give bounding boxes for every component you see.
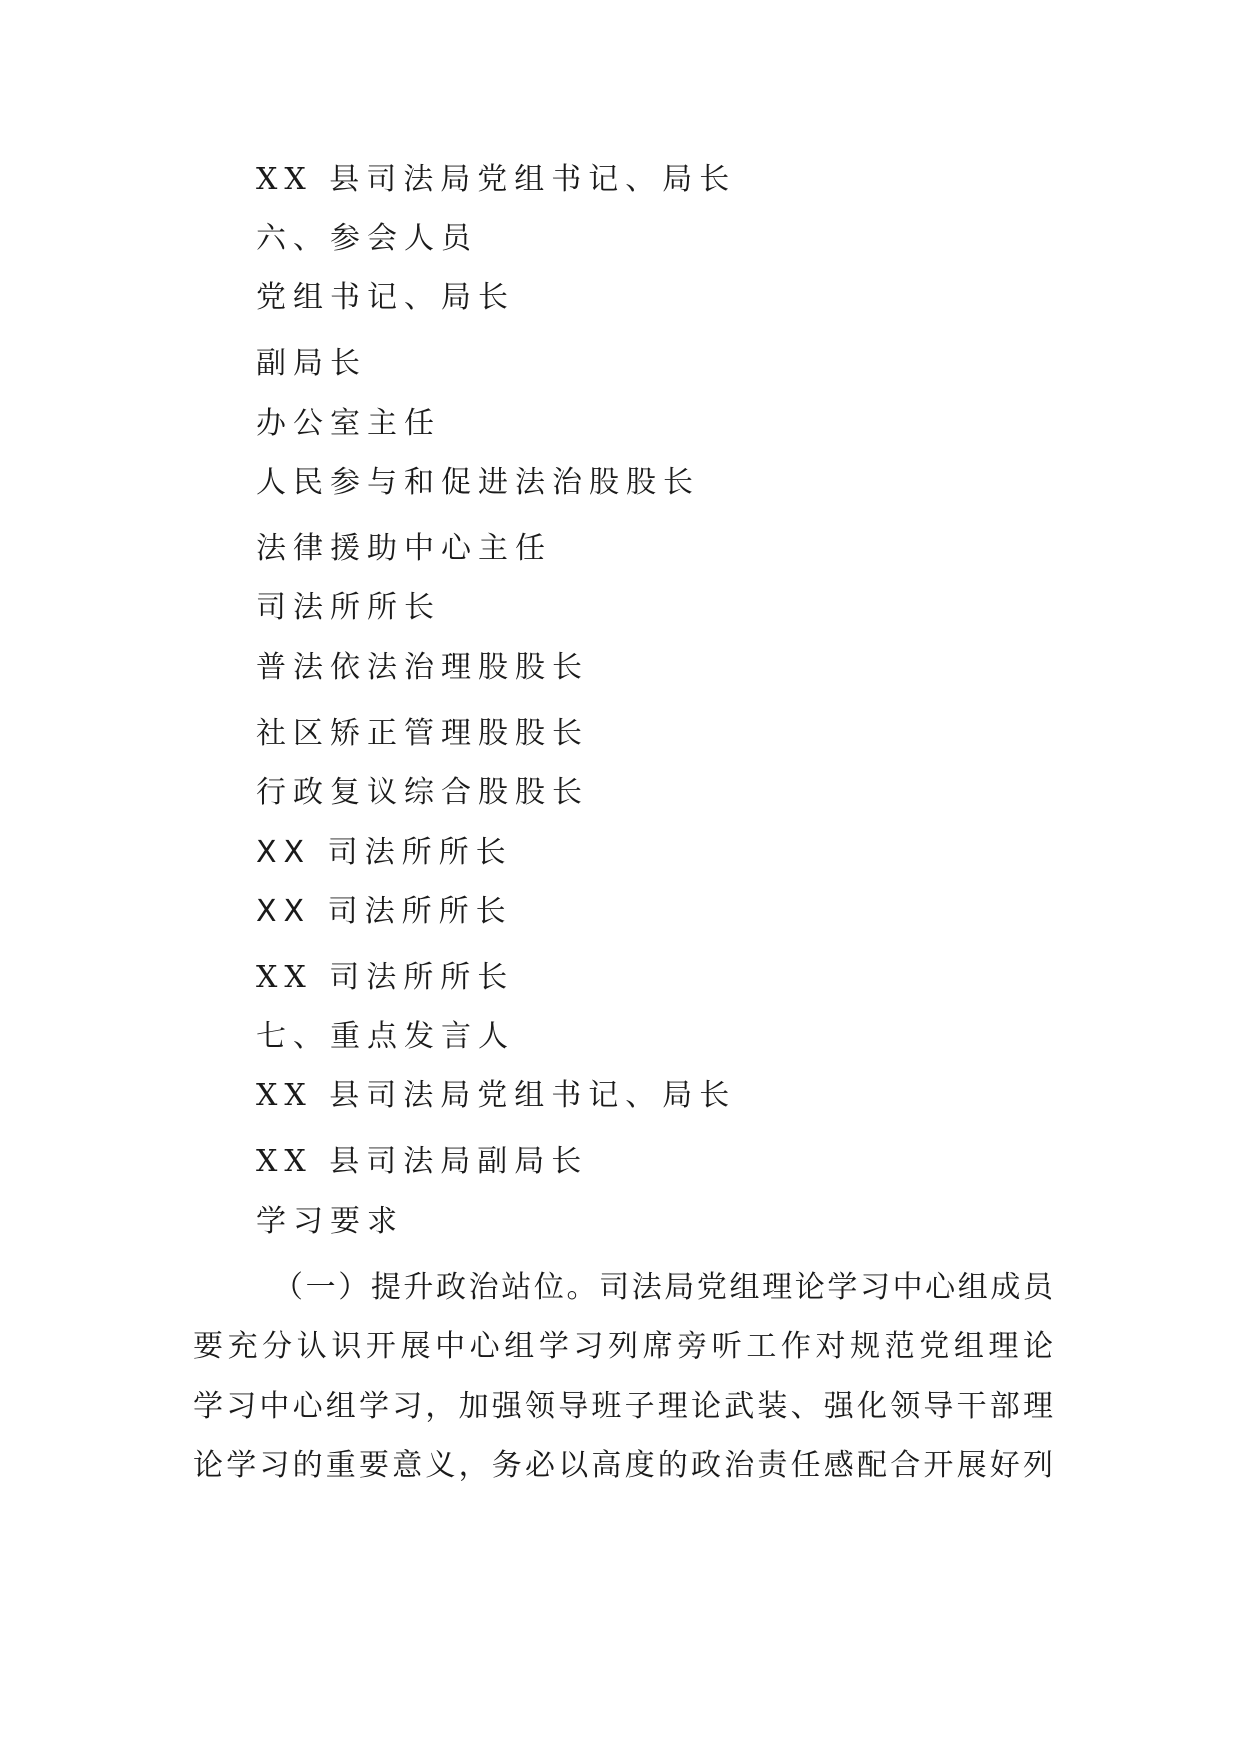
paragraph-line: 要充分认识开展中心组学习列席旁听工作对规范党组理论 [193,1329,1053,1364]
paragraph-line: 学习中心组学习，加强领导班子理论武装、强化领导干部理 [193,1389,1053,1424]
section-heading-requirements: 学习要求 [256,1204,404,1239]
text-line-attendee: 行政复议综合股股长 [256,775,589,810]
text-line-speaker: XX 县司法局党组书记、局长 [256,1078,737,1113]
text-line-attendee: XX 司法所所长 [256,960,515,995]
text-line-attendee: 副局长 [256,346,367,381]
paragraph-line: （一）提升政治站位。司法局党组理论学习中心组成员 [273,1270,1053,1305]
text-line-attendee: XX 司法所所长 [256,894,513,929]
text-line-attendee: 办公室主任 [256,406,441,441]
text-line-attendee: 司法所所长 [256,590,441,625]
section-heading-speakers: 七、重点发言人 [256,1019,515,1054]
text-line-host: XX 县司法局党组书记、局长 [256,162,737,197]
text-line-speaker: XX 县司法局副局长 [256,1144,589,1179]
text-line-attendee: XX 司法所所长 [256,835,513,870]
text-line-attendee: 人民参与和促进法治股股长 [256,465,700,500]
text-line-attendee: 普法依法治理股股长 [256,650,589,685]
paragraph-line: 论学习的重要意义，务必以高度的政治责任感配合开展好列 [193,1448,1053,1483]
section-heading-attendees: 六、参会人员 [256,221,478,256]
text-line-attendee: 社区矫正管理股股长 [256,716,589,751]
text-line-attendee: 法律援助中心主任 [256,531,552,566]
text-line-attendee: 党组书记、局长 [256,280,515,315]
